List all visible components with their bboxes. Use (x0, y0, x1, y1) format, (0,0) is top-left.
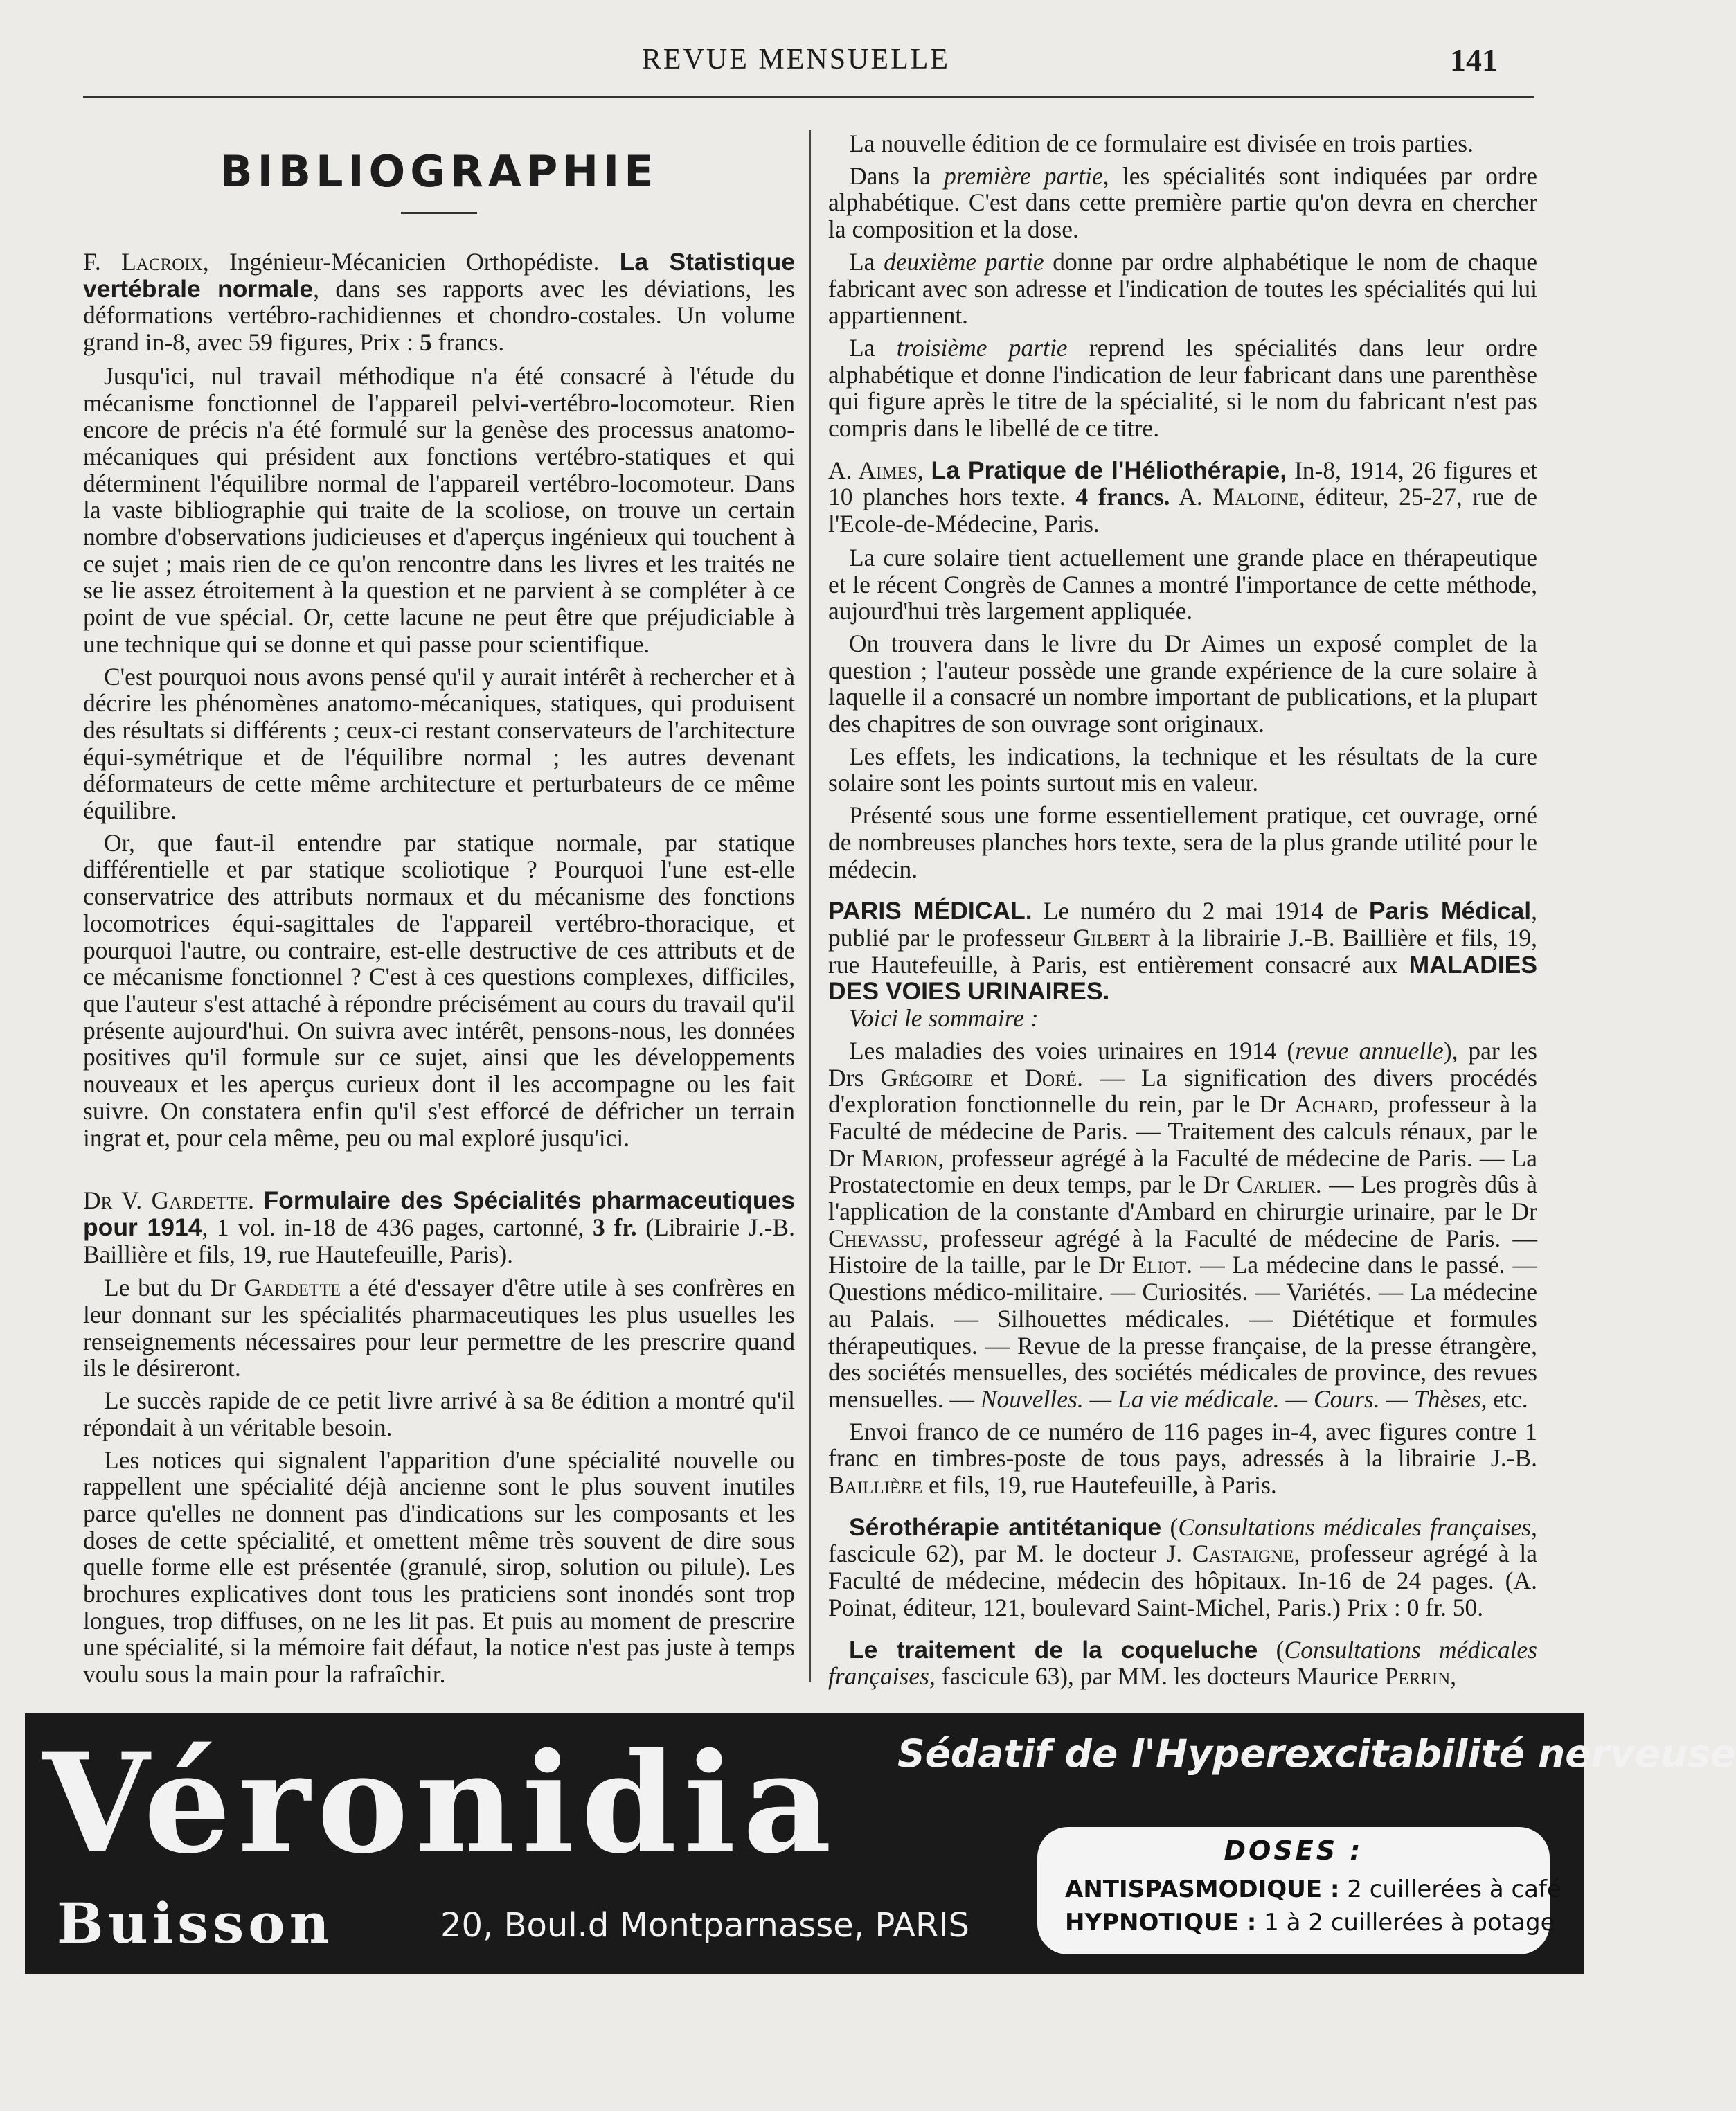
ad-address: 20, Boul.d Montparnasse, PARIS (440, 1906, 970, 1945)
entry-coqueluche: Le traitement de la coqueluche (Consultations médicales françaises, fascicule 63), par MM. les docteurs Maurice Perrin, (828, 1635, 1537, 1691)
entry-paris-medical: PARIS MÉDICAL. Le numéro du 2 mai 1914 de Paris Médical, publié par le professeur Gilbert à la librairie J.-B. Baillière et fils, 19, rue Hautefeuille, à Paris, est entièrement consacré aux MALADIES DES VOIES URINAIRES. (828, 897, 1538, 1006)
book-title: Formulaire des Spécialités pharmaceutiques pour 1914 (83, 1186, 796, 1241)
author-name: A. Aimes (828, 456, 918, 484)
book-title: La Pratique de l'Héliothérapie, (931, 456, 1287, 484)
review-paragraph: La cure solaire tient actuellement une grande place en thérapeutique et le récent Congrès de Cannes a montré l'importance de cette méthode, aujourd'hui très largement appliquée. (828, 543, 1537, 625)
brand-name: Buisson (57, 1891, 334, 1956)
review-paragraph: Envoi franco de ce numéro de 116 pages in-4, avec figures contre 1 franc en timbres-poste de tous pays, adressés à la librairie J.-B. Baillière et fils, 19, rue Hautefeuille, à Paris. (828, 1417, 1537, 1499)
doses-title: DOSES : (1224, 1835, 1363, 1866)
review-paragraph: Le succès rapide de ce petit livre arrivé à sa 8e édition a montré qu'il répondait à un véritable besoin. (83, 1387, 795, 1441)
author-name: Dr V. Gardette (83, 1186, 249, 1215)
left-column (83, 130, 796, 1689)
entry-gardette-citation: Dr V. Gardette. Formulaire des Spécialités pharmaceutiques pour 1914, 1 vol. in-18 de 436 pages, cartonné, 3 fr. (Librairie J.-B. Baillière et fils, 19, rue Hautefeuille, Paris). (83, 1186, 796, 1268)
entry-serotherapie: Sérothérapie antitétanique (Consultations médicales françaises, fascicule 62), par M. le docteur J. Castaigne, professeur agrégé à la Faculté de médecine, médecin des hôpitaux. In-16 de 24 pages. (A. Poinat, éditeur, 121, boulevard Saint-Michel, Paris.) Prix : 0 fr. 50. (828, 1513, 1537, 1621)
sommaire-label: Voici le sommaire : (849, 1004, 1039, 1033)
review-paragraph: Les effets, les indications, la technique et les résultats de la cure solaire sont les points surtout mis en valeur. (828, 742, 1537, 797)
review-paragraph: Dans la première partie, les spécialités sont indiquées par ordre alphabétique. C'est dans cette première partie qu'on devra en chercher la composition et la dose. (828, 161, 1537, 244)
journal-name: PARIS MÉDICAL. (828, 897, 1032, 925)
dose-hypnotique: HYPNOTIQUE : 1 à 2 cuillerées à potage (1065, 1909, 1555, 1936)
title-rule (401, 212, 477, 214)
review-paragraph: La deuxième partie donne par ordre alphabétique le nom de chaque fabricant avec son adresse et l'indication de toutes les spécialités qui lui appartiennent. (828, 247, 1537, 330)
book-price: 3 fr. (593, 1213, 637, 1241)
veronidia-logo: Véronidia (43, 1722, 839, 1884)
review-paragraph: Les notices qui signalent l'apparition d'une spécialité nouvelle ou rappellent une spécialité déjà ancienne sont le plus souvent inutiles parce qu'elles ne donnent pas d'indications sur les composants et les doses de cette spécialité, et omettent même très souvent de dire sous quelle forme elle est présentée (granulé, sirop, solution ou pilule). Les brochures explicatives dont tous les praticiens sont inondés sont trop longues, trop diffuses, on ne les lit pas. Et puis au moment de prescrire une spécialité, si la mémoire fait défaut, la notice n'est pas juste à temps voulu sous la main pour la rafraîchir. (83, 1445, 795, 1689)
journal-title: REVUE MENSUELLE (641, 44, 951, 75)
veronidia-advertisement (25, 1713, 1736, 1974)
book-title: Le traitement de la coqueluche (849, 1635, 1258, 1664)
book-price: 5 (420, 328, 432, 357)
review-paragraph: On trouvera dans le livre du Dr Aimes un exposé complet de la question ; l'auteur possède une grande expérience de la cure solaire à laquelle il a consacré un nombre important de publications, et la plupart des chapitres de son ouvrage sont originaux. (828, 629, 1537, 738)
book-title: La Statistique vertébrale normale (83, 248, 795, 303)
doses-box (1037, 1827, 1561, 1954)
entry-aimes-citation: A. Aimes, La Pratique de l'Héliothérapie, In-8, 1914, 26 figures et 10 planches hors texte. 4 francs. A. Maloine, éditeur, 25-27, rue de l'Ecole-de-Médecine, Paris. (828, 456, 1538, 538)
review-paragraph: Le but du Dr Gardette a été d'essayer d'être utile à ses confrères en leur donnant sur les spécialités pharmaceutiques les plus usuelles les renseignements nécessaires pour leur permettre de les prescrire quand ils le désireront. (83, 1274, 795, 1382)
author-name: F. Lacroix (83, 248, 203, 276)
review-paragraph: Présenté sous une forme essentiellement pratique, cet ouvrage, orné de nombreuses planches hors texte, sera de la plus grande utilité pour le médecin. (828, 801, 1537, 883)
header-rule (83, 96, 1534, 98)
review-paragraph: La nouvelle édition de ce formulaire est divisée en trois parties. (849, 130, 1474, 157)
dose-antispasmodique: ANTISPASMODIQUE : 2 cuillerées à café (1065, 1876, 1561, 1903)
running-header (83, 42, 1509, 83)
review-paragraph: Or, que faut-il entendre par statique normale, par statique différentielle et par statique scoliotique ? Pourquoi l'une est-elle conservatrice des attributs normaux et du mécanisme des fonctions locomotrices équi-sagittales de l'appareil vertébro-thoracique, et pourquoi l'autre, ou contraire, est-elle destructive de ces attributs et de ce mécanisme fonctionnel ? C'est à ces questions complexes, difficiles, que l'auteur s'est attaché à répondre précisément au cours du travail qu'il présente aujourd'hui. On suivra avec intérêt, pensons-nous, les données positives qu'il formule sur ce sujet, ainsi que les développements nouveaux et les aperçus curieux dont il les accompagne ou les fait suivre. On constatera enfin qu'il s'est efforcé de défricher un terrain ingrat et, pour cela même, peu ou mal exploré jusqu'ici. (83, 828, 795, 1152)
book-title: Sérothérapie antitétanique (849, 1513, 1162, 1541)
sommaire-paragraph: Les maladies des voies urinaires en 1914 (revue annuelle), par les Drs Grégoire et Doré. — La signification des divers procédés d'exploration fonctionnelle du rein, par le Dr Achard, professeur à la Faculté de médecine de Paris. — Traitement des calculs rénaux, par le Dr Marion, professeur agrégé à la Faculté de médecine de Paris. — La Prostatectomie en deux temps, par le Dr Carlier. — Les progrès dûs à l'application de la constante d'Ambard en chirurgie urinaire, par le Dr Chevassu, professeur agrégé à la Faculté de médecine de Paris. — Histoire de la taille, par le Dr Eliot. — La médecine dans le passé. — Questions médico-militaire. — Curiosités. — Variétés. — La médecine au Palais. — Silhouettes médicales. — Diététique et formules thérapeutiques. — Revue de la presse française, de la presse étrangère, des sociétés mensuelles, des sociétés médicales de province, des revues mensuelles. — Nouvelles. — La vie médicale. — Cours. — Thèses, etc. (828, 1036, 1538, 1413)
review-paragraph: C'est pourquoi nous avons pensé qu'il y aurait intérêt à rechercher et à décrire les phénomènes anatomo-mécaniques, statiques, qui produisent des résultats si différents ; ceux-ci restant conservateurs de l'architecture équi-symétrique et de l'équilibre normal ; les autres devenant déformateurs de cette même architecture et perturbateurs de ce même équilibre. (83, 662, 795, 825)
page-number: 141 (1450, 42, 1498, 78)
review-paragraph: La troisième partie reprend les spécialités dans leur ordre alphabétique et donne l'indication de leur fabricant dans une parenthèse qui figure après le titre de la spécialité, si le nom du fabricant n'est pas compris dans le libellé de ce titre. (828, 333, 1537, 443)
ad-tagline: Sédatif de l'Hyperexcitabilité nerveuse (897, 1731, 1736, 1776)
entry-lacroix-citation: F. Lacroix, Ingénieur-Mécanicien Orthopédiste. La Statistique vertébrale normale, dans ses rapports avec les déviations, les déformations vertébro-rachidiennes et chondro-costales. Un volume grand in-8, avec 59 figures, Prix : 5 francs. (83, 248, 795, 357)
section-title: BIBLIOGRAPHIE (220, 146, 659, 197)
column-separator (809, 130, 811, 1682)
right-column (828, 130, 1538, 1691)
book-price: 4 francs. (1075, 483, 1170, 511)
review-paragraph: Jusqu'ici, nul travail méthodique n'a été consacré à l'étude du mécanisme fonctionnel de l'appareil pelvi-vertébro-locomoteur. Rien encore de précis n'a été formulé sur la genèse des processus anatomo-mécaniques qui président aux fonctions vertébro-statiques et qui déterminent l'équilibre normal de l'appareil vertébro-locomoteur. Dans la vaste bibliographie qui traite de la scoliose, on trouve un certain nombre d'observations judicieuses et d'aperçus ingénieux qui touchent à ce sujet ; mais rien de ce qu'on rencontre dans les livres et les traités ne se lie assez étroitement à la question et ne parvient à se compléter à ce point de vue spécial. Or, cette lacune ne peut être que préjudiciable à une technique qui se donne et qui passe pour scientifique. (83, 362, 795, 658)
